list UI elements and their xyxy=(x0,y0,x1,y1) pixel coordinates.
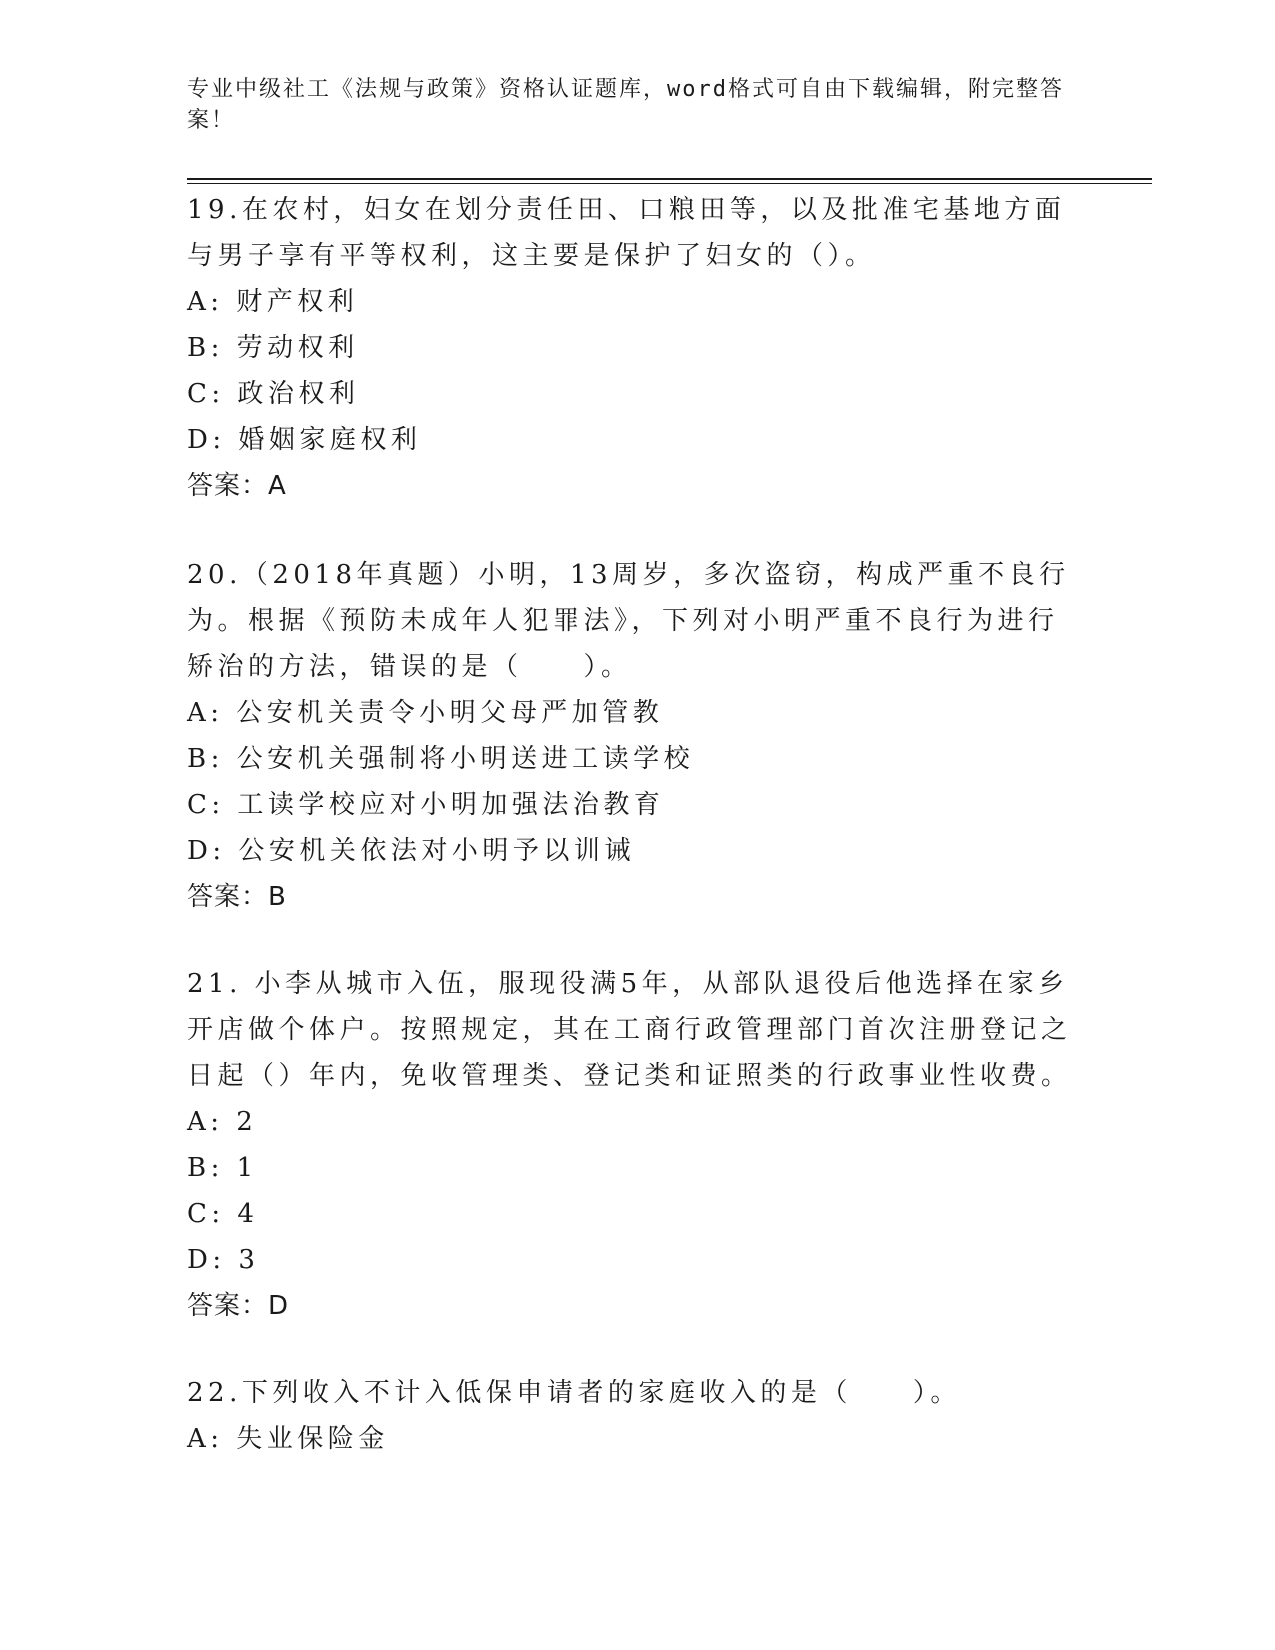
question-stem: 22.下列收入不计入低保申请者的家庭收入的是（ ）。 xyxy=(187,1378,961,1408)
option-a: A: 2 xyxy=(187,1107,258,1137)
question-20 xyxy=(187,552,1087,920)
header-divider-thick xyxy=(187,178,1152,180)
option-a: A: 公安机关责令小明父母严加管教 xyxy=(187,698,664,728)
question-stem: 19.在农村，妇女在划分责任田、口粮田等，以及批准宅基地方面与男子享有平等权利，这主要是保护了妇女的（）。 xyxy=(187,195,1066,271)
question-stem: 20.（2018年真题）小明，13周岁，多次盗窃，构成严重不良行为。根据《预防未成年人犯罪法》，下列对小明严重不良行为进行矫治的方法，错误的是（ ）。 xyxy=(187,560,1070,682)
answer: 答案：D xyxy=(187,1291,290,1321)
option-b: B: 劳动权利 xyxy=(187,333,359,363)
question-22 xyxy=(187,1370,1087,1462)
option-b: B: 1 xyxy=(187,1153,258,1183)
header-divider-thin xyxy=(187,183,1152,184)
option-d: D: 婚姻家庭权利 xyxy=(187,425,422,455)
question-stem: 21. 小李从城市入伍，服现役满5年，从部队退役后他选择在家乡开店做个体户。按照规定，其在工商行政管理部门首次注册登记之日起（）年内，免收管理类、登记类和证照类的行政事业性收费。 xyxy=(187,969,1072,1091)
answer: 答案：B xyxy=(187,882,287,912)
answer: 答案：A xyxy=(187,471,287,501)
option-c: C: 政治权利 xyxy=(187,379,360,409)
question-19 xyxy=(187,187,1087,509)
option-a: A: 财产权利 xyxy=(187,287,359,317)
option-d: D: 公安机关依法对小明予以训诫 xyxy=(187,836,635,866)
option-b: B: 公安机关强制将小明送进工读学校 xyxy=(187,744,695,774)
option-c: C: 工读学校应对小明加强法治教育 xyxy=(187,790,665,820)
question-21 xyxy=(187,961,1087,1329)
option-d: D: 3 xyxy=(187,1245,260,1275)
option-c: C: 4 xyxy=(187,1199,259,1229)
option-a: A: 失业保险金 xyxy=(187,1424,389,1454)
document-header: 专业中级社工《法规与政策》资格认证题库，word格式可自由下载编辑，附完整答案！ xyxy=(187,77,1064,133)
